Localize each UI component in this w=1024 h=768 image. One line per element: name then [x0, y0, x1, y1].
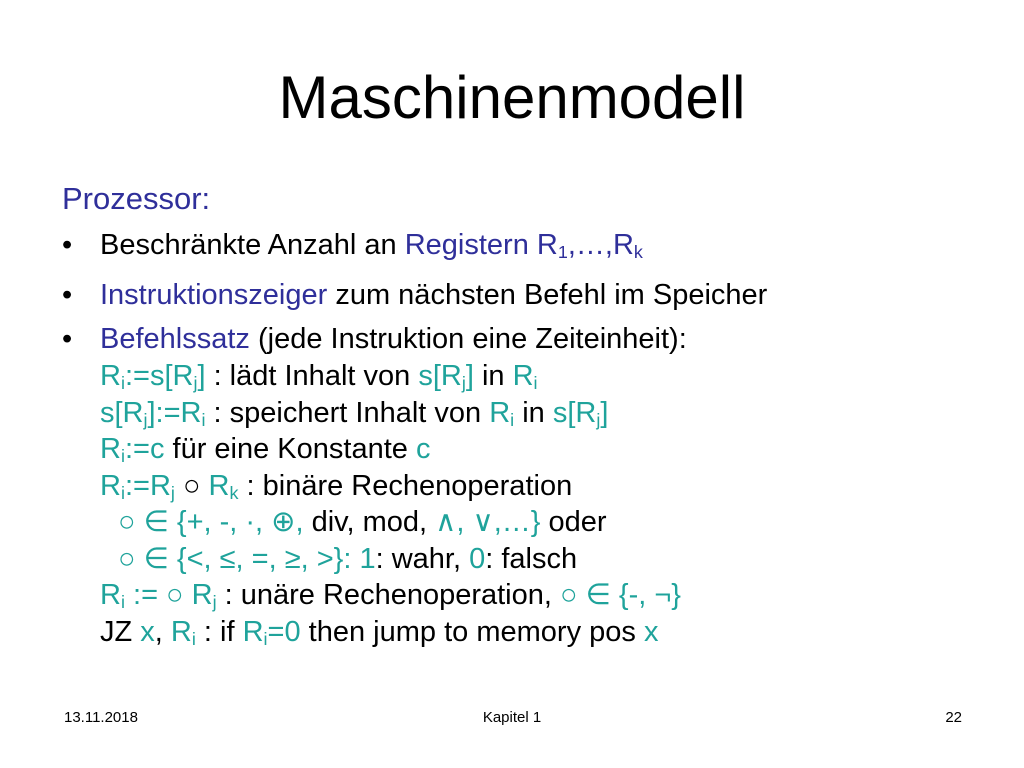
instruction-unary: $R_i$ := ○ $R_j$ : unäre Rechenoperation, ○ ∈ {-, ¬} [100, 579, 681, 612]
instruction-constant: $R_i:=c$ für eine Konstante c [100, 433, 431, 466]
footer-date: 13.11.2018 [64, 709, 138, 726]
subheading: Prozessor: [62, 181, 211, 216]
term-befehlssatz: Befehlssatz [100, 323, 250, 355]
instruction-binary: $R_i:=R_j$ ○ $R_k$ : binäre Rechenoperation [100, 469, 573, 503]
text-segment: zum nächsten Befehl im Speicher [327, 279, 768, 311]
term-registern: Registern [404, 229, 529, 261]
term-instruktionszeiger: Instruktionszeiger [100, 279, 328, 311]
instruction-list [100, 358, 681, 650]
bullet-text [100, 278, 767, 312]
text-segment: (jede Instruktion eine Zeiteinheit): [249, 323, 687, 355]
bullet-text [100, 322, 687, 356]
bullet-text [100, 228, 643, 262]
slide-title: Maschinenmodell [278, 64, 746, 131]
footer-chapter: Kapitel 1 [482, 709, 542, 726]
bullet-dot: • [62, 279, 73, 311]
instruction-jump: JZ x, $R_i$ : if $R_i=0$ then jump to memory pos x [100, 615, 659, 649]
operator-set-arith: ○ ∈ {+, -, ·, ⊕, div, mod, ∧, ∨,…} oder [118, 506, 607, 538]
register-list: $R_1,\dots,R_k$ [536, 229, 643, 262]
operator-set-compare: ○ ∈ {<, ≤, =, ≥, >}: 1: wahr, 0: falsch [118, 542, 578, 575]
footer-page-number: 22 [945, 709, 962, 726]
instruction-load: $R_i:=s[R_j]$ : lädt Inhalt von $s[R_j]$ in $R_i$ [100, 360, 538, 393]
instruction-store: $s[R_j]:=R_i$ : speichert Inhalt von $R_i$ in $s[R_j]$ [100, 396, 609, 430]
bullet-dot: • [62, 323, 73, 355]
text-segment: Beschränkte Anzahl an [100, 229, 405, 261]
bullet-dot: • [62, 229, 73, 261]
